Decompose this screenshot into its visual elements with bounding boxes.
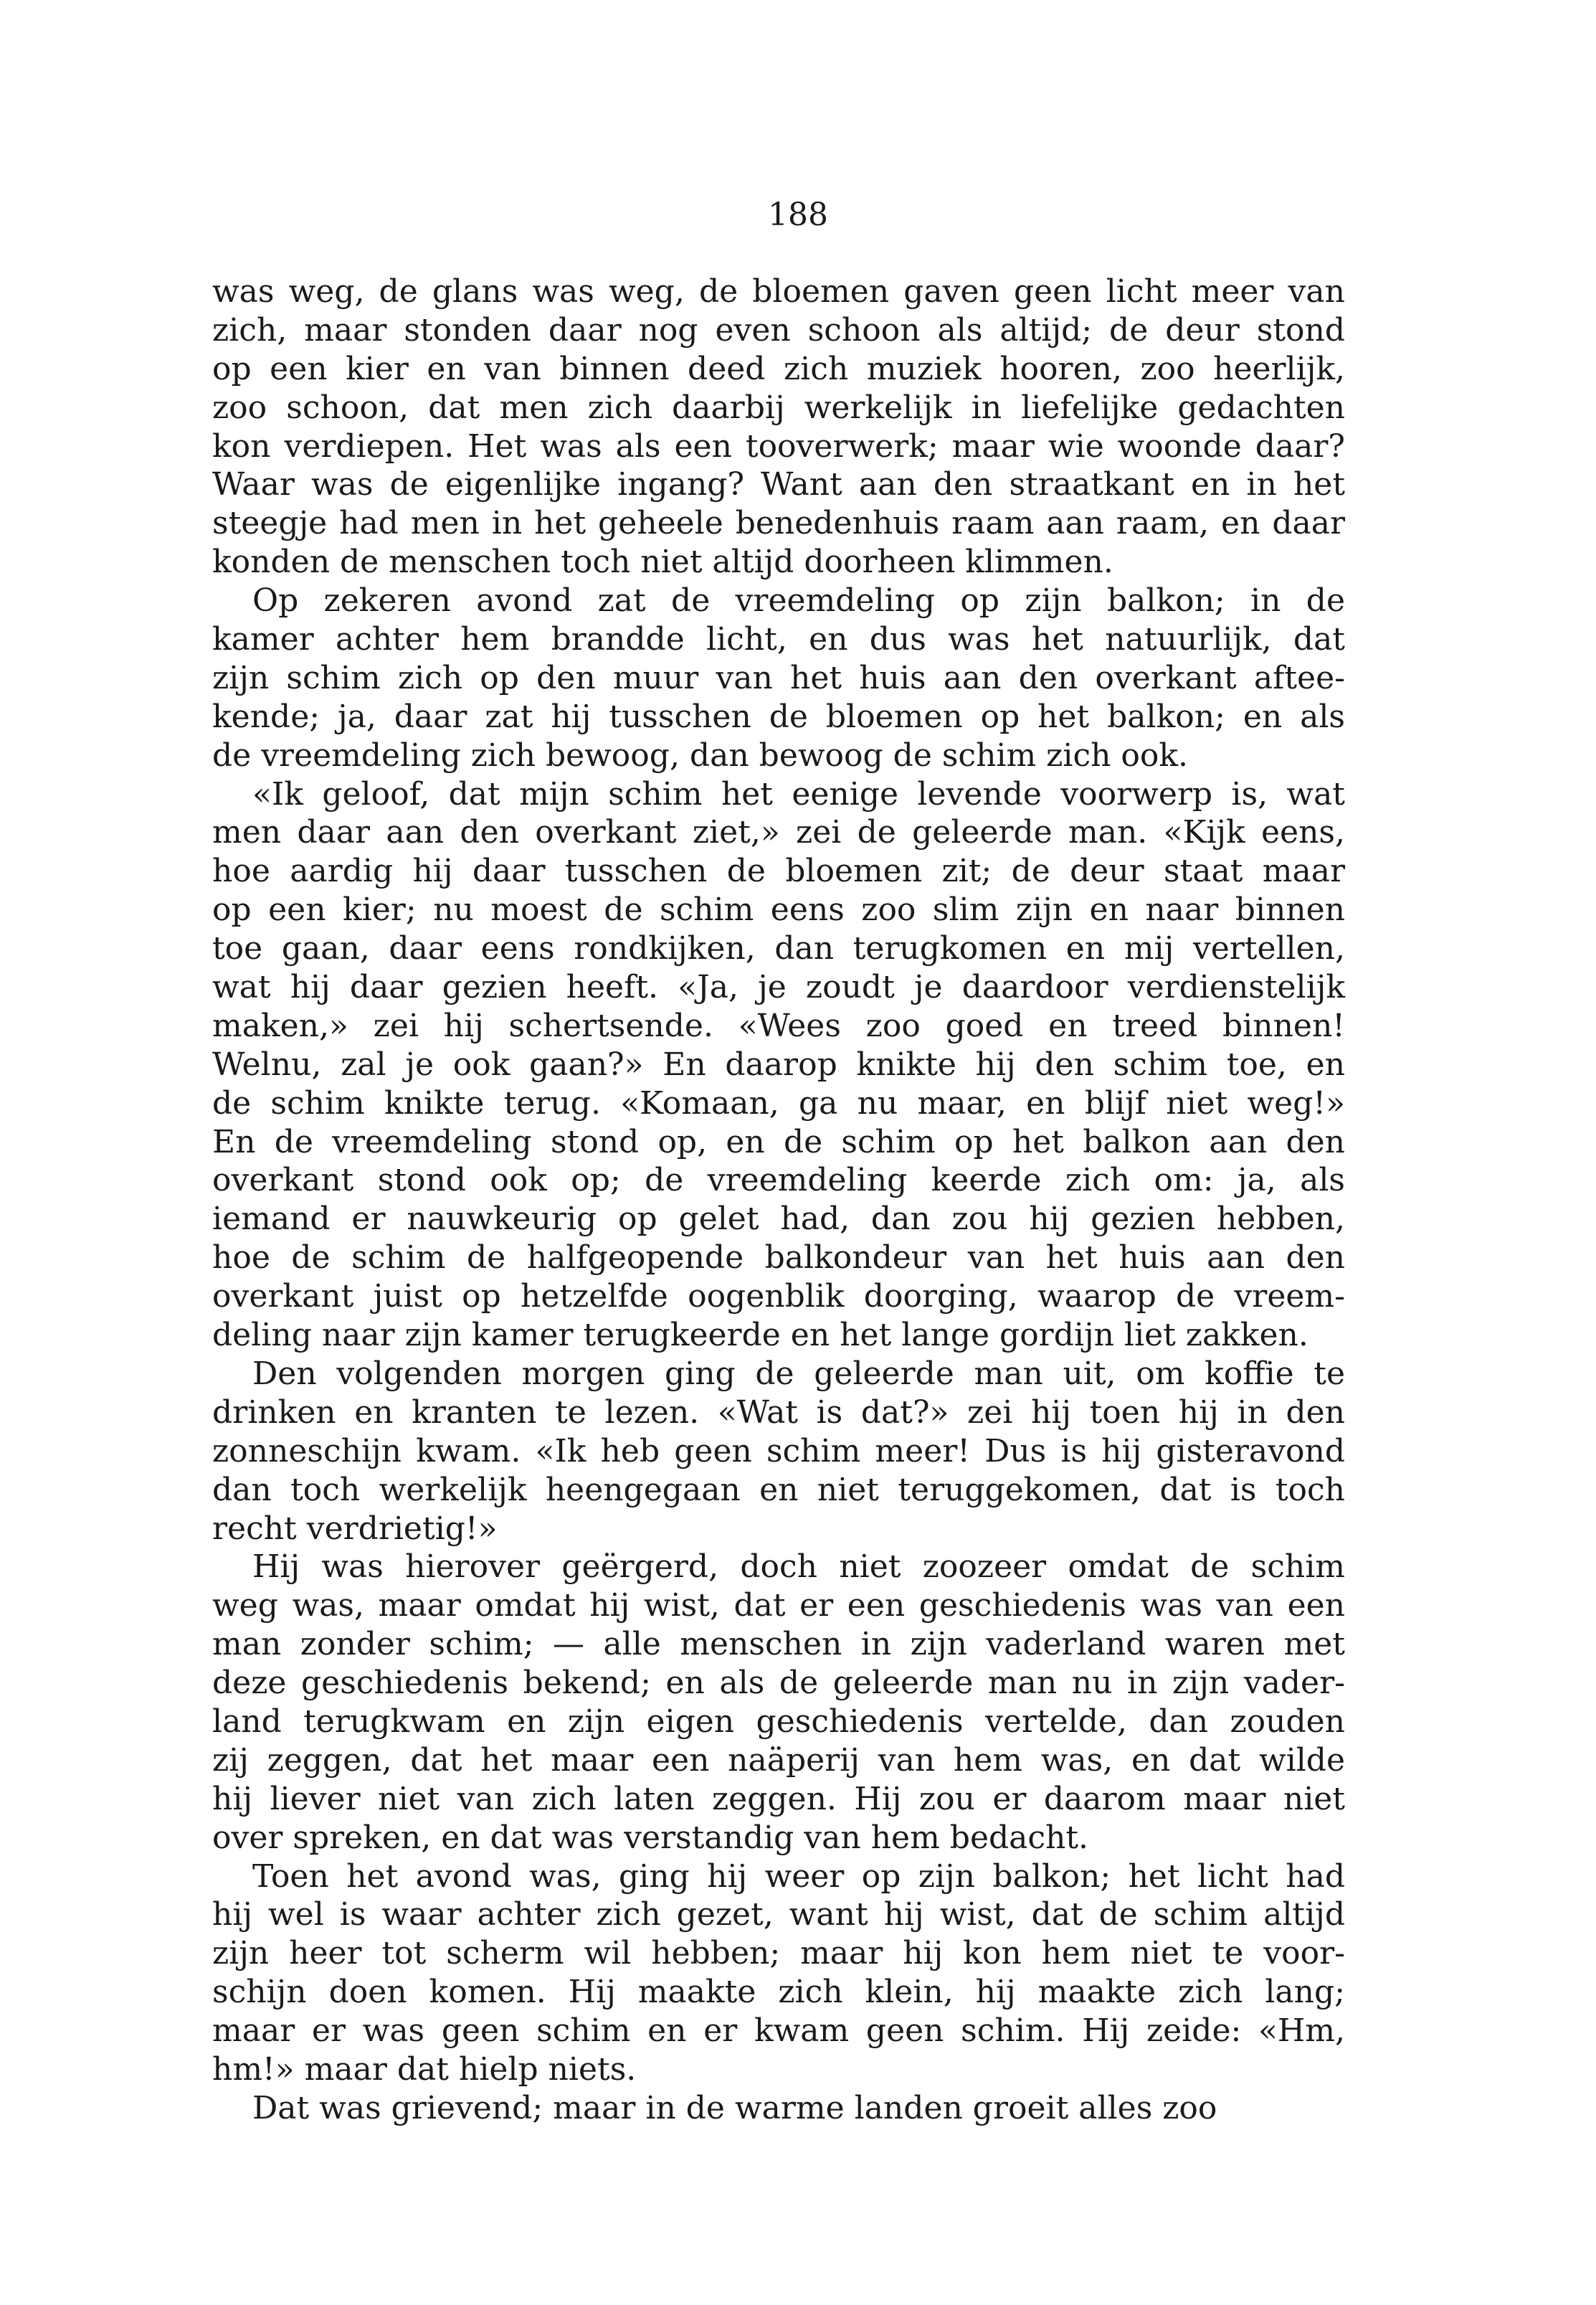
text-line: hij liever niet van zich laten zeggen. Hij zou er daarom maar niet [212,1780,1345,1817]
text-line: schijn doen komen. Hij maakte zich klein, hij maakte zich lang; [212,1974,1345,2011]
text-line: weg was, maar omdat hij wist, dat er een geschiedenis was van een [212,1587,1345,1624]
text-line: hoe de schim de halfgeopende balkondeur van het huis aan den [212,1239,1345,1277]
text-line: drinken en kranten te lezen. «Wat is dat?» zei hij toen hij in den [212,1393,1345,1431]
text-line: deze geschiedenis bekend; en als de geleerde man nu in zijn vader- [212,1665,1345,1702]
text-line: zonneschijn kwam. «Ik heb geen schim meer! Dus is hij gisteravond [212,1432,1345,1469]
text-line: Toen het avond was, ging hij weer op zijn balkon; het licht had [252,1857,1345,1895]
text-line: maken,» zei hij schertsende. «Wees zoo goed en treed binnen! [212,1007,1345,1044]
text-line: hoe aardig hij daar tusschen de bloemen zit; de deur staat maar [212,853,1345,890]
text-line: dan toch werkelijk heengegaan en niet teruggekomen, dat is toch [212,1471,1345,1508]
text-line: konden de menschen toch niet altijd doorheen klimmen. [212,544,1113,581]
text-line: kende; ja, daar zat hij tusschen de bloemen op het balkon; en als [212,698,1345,735]
text-line: zoo schoon, dat men zich daarbij werkelijk in liefelijke gedachten [212,389,1345,426]
text-line: kamer achter hem brandde licht, en dus was het natuurlijk, dat [212,621,1345,658]
paragraph [212,1857,1345,2089]
text-line: man zonder schim; — alle menschen in zijn vaderland waren met [212,1626,1345,1663]
body-text [212,273,1345,2128]
text-line: Welnu, zal je ook gaan?» En daarop knikte hij den schim toe, en [212,1046,1345,1083]
paragraph [212,775,1345,1355]
text-line: was weg, de glans was weg, de bloemen gaven geen licht meer van [212,273,1345,310]
text-line: deling naar zijn kamer terugkeerde en het lange gordijn liet zakken. [212,1317,1308,1354]
text-line: de vreemdeling zich bewoog, dan bewoog de schim zich ook. [212,737,1189,774]
text-line: zij zeggen, dat het maar een naäperij van hem was, en dat wilde [212,1741,1345,1779]
page-number: 188 [768,197,828,233]
paragraph [212,273,1345,582]
text-line: overkant juist op hetzelfde oogenblik doorging, waarop de vreem- [212,1278,1345,1315]
text-line: iemand er nauwkeurig op gelet had, dan zou hij gezien hebben, [212,1201,1345,1238]
text-line: land terugkwam en zijn eigen geschiedenis vertelde, dan zouden [212,1703,1345,1740]
paragraph [212,582,1345,775]
text-line: men daar aan den overkant ziet,» zei de geleerde man. «Kijk eens, [212,814,1345,851]
text-line: op een kier en van binnen deed zich muziek hooren, zoo heerlijk, [212,350,1345,387]
text-line: maar er was geen schim en er kwam geen schim. Hij zeide: «Hm, [212,2012,1345,2050]
text-line: Waar was de eigenlijke ingang? Want aan den straatkant en in het [212,466,1345,503]
text-line: hij wel is waar achter zich gezet, want hij wist, dat de schim altijd [212,1896,1345,1934]
text-line: zich, maar stonden daar nog even schoon als altijd; de deur stond [212,311,1345,349]
text-line: zijn schim zich op den muur van het huis aan den overkant aftee- [212,659,1345,696]
paragraph [212,1355,1345,1548]
paragraph [212,2089,1345,2128]
text-line: op een kier; nu moest de schim eens zoo slim zijn en naar binnen [212,891,1345,929]
text-line: zijn heer tot scherm wil hebben; maar hij kon hem niet te voor- [212,1935,1345,1972]
text-line: Hij was hierover geërgerd, doch niet zoozeer omdat de schim [252,1548,1345,1586]
text-line: Op zekeren avond zat de vreemdeling op zijn balkon; in de [252,582,1345,620]
text-line: over spreken, en dat was verstandig van hem bedacht. [212,1819,1089,1856]
text-line: de schim knikte terug. «Komaan, ga nu maar, en blijf niet weg!» [212,1084,1345,1122]
text-line: wat hij daar gezien heeft. «Ja, je zoudt je daardoor verdienstelijk [212,969,1345,1006]
text-line: En de vreemdeling stond op, en de schim op het balkon aan den [212,1123,1345,1160]
text-line: Dat was grievend; maar in de warme landen groeit alles zoo [252,2089,1217,2126]
text-line: Den volgenden morgen ging de geleerde man uit, om koffie te [252,1355,1345,1392]
text-line: overkant stond ook op; de vreemdeling keerde zich om: ja, als [212,1162,1345,1199]
text-line: steegje had men in het geheele benedenhuis raam aan raam, en daar [212,505,1345,542]
text-line: toe gaan, daar eens rondkijken, dan terugkomen en mij vertellen, [212,930,1345,967]
text-line: hm!» maar dat hielp niets. [212,2050,637,2088]
text-line: «Ik geloof, dat mijn schim het eenige levende voorwerp is, wat [252,775,1345,813]
paragraph [212,1548,1345,1857]
text-line: recht verdrietig!» [212,1510,498,1547]
text-line: kon verdiepen. Het was als een tooverwerk; maar wie woonde daar? [212,427,1345,465]
